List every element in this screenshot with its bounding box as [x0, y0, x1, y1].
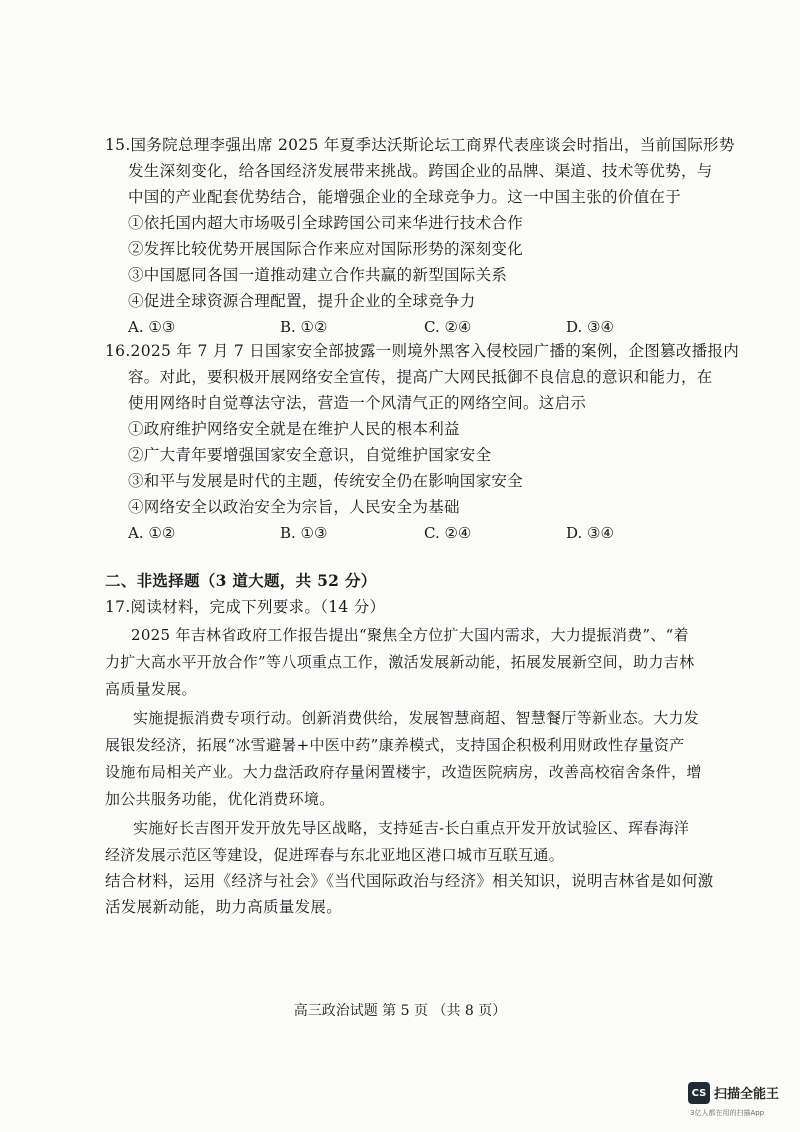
q16-item-4: ④网络安全以政治安全为宗旨，人民安全为基础: [128, 498, 460, 516]
q16-item-3: ③和平与发展是时代的主题，传统安全仍在影响国家安全: [128, 472, 524, 490]
q15-stem-line-1: 15.国务院总理李强出席 2025 年夏季达沃斯论坛工商界代表座谈会时指出，当前国际形势: [105, 136, 735, 154]
q15-item-4: ④促进全球资源合理配置，提升企业的全球竞争力: [128, 292, 476, 310]
q16-option-a: A. ①②: [128, 524, 176, 542]
q17-material-line-5: 展银发经济，拓展“冰雪避暑+中医中药”康养模式，支持国企积极利用财政性存量资产: [105, 736, 685, 754]
q17-material-line-2: 力扩大高水平开放合作”等八项重点工作，激活发展新动能，拓展发展新空间，助力吉林: [105, 653, 695, 671]
q15-option-b: B. ①②: [280, 318, 328, 336]
q17-material-line-1: 2025 年吉林省政府工作报告提出“聚焦全方位扩大国内需求，大力提振消费”、“着: [131, 626, 689, 644]
q15-item-1: ①依托国内超大市场吸引全球跨国公司来华进行技术合作: [128, 214, 524, 232]
q17-material-line-4: 实施提振消费专项行动。创新消费供给，发展智慧商超、智慧餐厅等新业态。大力发: [133, 709, 700, 727]
q17-task-line-1: 结合材料，运用《经济与社会》《当代国际政治与经济》相关知识，说明吉林省是如何激: [105, 872, 714, 890]
q17-material-line-7: 加公共服务功能，优化消费环境。: [105, 790, 335, 808]
q17-task-line-2: 活发展新动能，助力高质量发展。: [105, 898, 343, 916]
section-heading: 二、非选择题（3 道大题，共 52 分）: [105, 571, 377, 590]
q16-option-b: B. ①③: [280, 524, 328, 542]
q16-item-1: ①政府维护网络安全就是在维护人民的根本利益: [128, 420, 460, 438]
q17-material-line-3: 高质量发展。: [105, 680, 197, 698]
q15-item-2: ②发挥比较优势开展国际合作来应对国际形势的深刻变化: [128, 240, 524, 258]
q16-option-d: D. ③④: [566, 524, 614, 542]
camscanner-logo-icon: CS: [688, 1082, 710, 1104]
q16-stem-line-3: 使用网络时自觉尊法守法，营造一个风清气正的网络空间。这启示: [128, 394, 587, 412]
q16-stem-line-1: 16.2025 年 7 月 7 日国家安全部披露一则境外黑客入侵校园广播的案例，企图篡改播报内: [105, 342, 740, 360]
watermark-tagline: 3亿人都在用的扫描App: [690, 1109, 765, 1117]
q15-item-3: ③中国愿同各国一道推动建立合作共赢的新型国际关系: [128, 266, 508, 284]
q16-option-c: C. ②④: [424, 524, 472, 542]
scanner-watermark: [688, 1080, 798, 1124]
page-footer: 高三政治试题 第 5 页 （共 8 页）: [293, 1003, 507, 1019]
q16-item-2: ②广大青年要增强国家安全意识，自觉维护国家安全: [128, 446, 492, 464]
q15-option-c: C. ②④: [424, 318, 472, 336]
q17-material-line-9: 经济发展示范区等建设，促进珲春与东北亚地区港口城市互联互通。: [105, 846, 565, 864]
q17-material-line-6: 设施布局相关产业。大力盘活政府存量闲置楼宇，改造医院病房，改善高校宿舍条件，增: [105, 763, 702, 781]
q17-title: 17.阅读材料，完成下列要求。（14 分）: [105, 598, 386, 616]
q16-stem-line-2: 容。对此，要积极开展网络安全宣传，提高广大网民抵御不良信息的意识和能力，在: [128, 368, 713, 386]
watermark-name: 扫描全能王: [714, 1087, 780, 1102]
q15-stem-line-2: 发生深刻变化，给各国经济发展带来挑战。跨国企业的品牌、渠道、技术等优势，与: [128, 162, 713, 180]
q15-option-a: A. ①③: [128, 318, 176, 336]
q17-material-line-8: 实施好长吉图开发开放先导区战略，支持延吉-长白重点开发开放试验区、珲春海洋: [133, 819, 690, 837]
q15-stem-line-3: 中国的产业配套优势结合，能增强企业的全球竞争力。这一中国主张的价值在于: [128, 188, 682, 206]
q15-option-d: D. ③④: [566, 318, 614, 336]
